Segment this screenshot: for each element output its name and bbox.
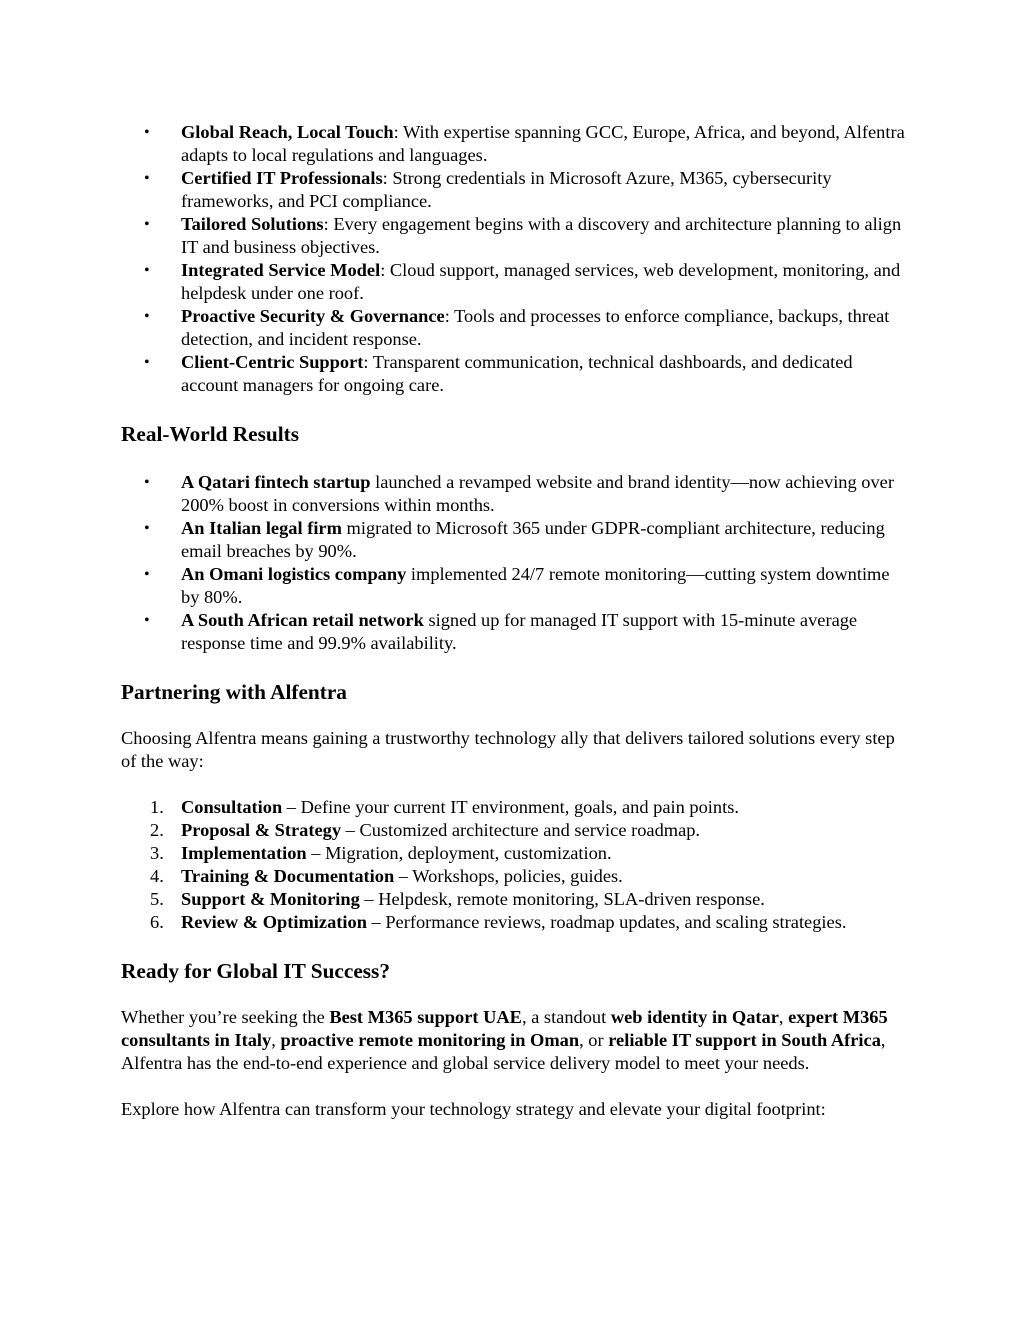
item-text: launched a revamped website and brand identity—now achieving over 200% boost in conversions within months. xyxy=(181,472,894,515)
step-number: 5. xyxy=(150,889,164,909)
item-text: – Workshops, policies, guides. xyxy=(394,866,623,886)
item-title: An Italian legal firm xyxy=(181,518,342,538)
list-item: • Certified IT Professionals: Strong credentials in Microsoft Azure, M365, cybersecurity frameworks, and PCI compliance. xyxy=(144,168,832,211)
section-heading: Real-World Results xyxy=(121,422,300,446)
document-page xyxy=(121,121,911,1121)
highlight: proactive remote monitoring in Oman xyxy=(280,1030,580,1050)
item-text: Transparent communication, technical dashboards, and dedicated account managers for ongoing care. xyxy=(181,352,853,395)
list-item xyxy=(121,842,911,865)
item-title: Support & Monitoring xyxy=(181,889,360,909)
list-item xyxy=(121,796,911,819)
item-text: migrated to Microsoft 365 under GDPR-compliant architecture, reducing email breaches by 90%. xyxy=(181,518,885,561)
item-text: – Migration, deployment, customization. xyxy=(306,843,612,863)
list-item xyxy=(121,911,911,934)
item-title: Client-Centric Support xyxy=(181,352,364,372)
item-title: Consultation xyxy=(181,797,283,817)
item-text: Cloud support, managed services, web development, monitoring, and helpdesk under one roof. xyxy=(181,260,901,303)
features-list xyxy=(121,121,911,397)
item-text: implemented 24/7 remote monitoring—cutting system downtime by 80%. xyxy=(181,564,890,607)
item-text: – Customized architecture and service roadmap. xyxy=(341,820,701,840)
highlight: reliable IT support in South Africa xyxy=(608,1030,881,1050)
item-title: Certified IT Professionals xyxy=(181,168,383,188)
item-text: signed up for managed IT support with 15-minute average response time and 99.9% availability. xyxy=(181,610,858,653)
list-item xyxy=(121,609,911,655)
highlight: expert M365 consultants in Italy xyxy=(121,1007,888,1050)
item-text: With expertise spanning GCC, Europe, Africa, and beyond, Alfentra adapts to local regulations and languages. xyxy=(181,122,905,165)
list-item xyxy=(121,563,911,609)
item-text: – Helpdesk, remote monitoring, SLA-driven response. xyxy=(359,889,765,909)
bullet-icon: • xyxy=(144,520,150,537)
bullet-icon: • xyxy=(144,308,150,325)
bullet-icon: • xyxy=(144,354,150,371)
list-item: • Tailored Solutions: Every engagement begins with a discovery and architecture planning to align IT and business objectives. xyxy=(144,214,902,257)
item-title: An Omani logistics company xyxy=(181,564,407,584)
item-text: – Performance reviews, roadmap updates, and scaling strategies. xyxy=(366,912,847,932)
item-title: Proposal & Strategy xyxy=(181,820,342,840)
list-item xyxy=(121,819,911,842)
list-item xyxy=(121,888,911,911)
item-title: Tailored Solutions xyxy=(181,214,324,234)
list-item: • Client-Centric Support: Transparent communication, technical dashboards, and dedicated account managers for ongoing care. xyxy=(144,352,853,395)
steps-list xyxy=(121,796,911,934)
results-list xyxy=(121,471,911,655)
item-title: Implementation xyxy=(181,843,307,863)
item-title: Review & Optimization xyxy=(181,912,367,932)
list-item xyxy=(121,865,911,888)
bullet-icon: • xyxy=(144,474,150,491)
item-title: Integrated Service Model xyxy=(181,260,381,280)
item-title: Global Reach, Local Touch xyxy=(181,122,394,142)
step-number: 3. xyxy=(150,843,164,863)
list-item xyxy=(121,517,911,563)
list-item: • Proactive Security & Governance: Tools and processes to enforce compliance, backups, threat detection, and incident response. xyxy=(144,306,890,349)
paragraph: Choosing Alfentra means gaining a trustworthy technology ally that delivers tailored solutions every step of the way: xyxy=(121,728,895,771)
highlight: Best M365 support UAE xyxy=(329,1007,522,1027)
section-heading: Partnering with Alfentra xyxy=(121,680,347,704)
step-number: 1. xyxy=(150,797,164,817)
paragraph: Whether you’re seeking the Best M365 support UAE, a standout web identity in Qatar, expert M365 consultants in Italy, proactive remote monitoring in Oman, or reliable IT support in South Africa, Alfentra has the end-to-end experience and global service delivery model to meet your needs. xyxy=(121,1007,888,1073)
bullet-icon: • xyxy=(144,612,150,629)
paragraph: Explore how Alfentra can transform your technology strategy and elevate your digital footprint: xyxy=(121,1099,826,1119)
bullet-icon: • xyxy=(144,124,150,141)
item-text: Every engagement begins with a discovery and architecture planning to align IT and business objectives. xyxy=(181,214,902,257)
bullet-icon: • xyxy=(144,170,150,187)
list-item: • Integrated Service Model: Cloud support, managed services, web development, monitoring, and helpdesk under one roof. xyxy=(144,260,901,303)
list-item xyxy=(121,471,911,517)
section-heading: Ready for Global IT Success? xyxy=(121,959,390,983)
list-item: • Global Reach, Local Touch: With expertise spanning GCC, Europe, Africa, and beyond, Alfentra adapts to local regulations and languages. xyxy=(144,122,905,165)
item-text: Tools and processes to enforce compliance, backups, threat detection, and incident response. xyxy=(181,306,890,349)
step-number: 4. xyxy=(150,866,164,886)
highlight: web identity in Qatar xyxy=(610,1007,779,1027)
bullet-icon: • xyxy=(144,262,150,279)
bullet-icon: • xyxy=(144,216,150,233)
step-number: 6. xyxy=(150,912,164,932)
step-number: 2. xyxy=(150,820,164,840)
item-title: Training & Documentation xyxy=(181,866,395,886)
item-title: A South African retail network xyxy=(181,610,424,630)
item-title: Proactive Security & Governance xyxy=(181,306,445,326)
item-text: Strong credentials in Microsoft Azure, M365, cybersecurity frameworks, and PCI compliance. xyxy=(181,168,832,211)
item-title: A Qatari fintech startup xyxy=(181,472,371,492)
item-text: – Define your current IT environment, goals, and pain points. xyxy=(282,797,739,817)
bullet-icon: • xyxy=(144,566,150,583)
